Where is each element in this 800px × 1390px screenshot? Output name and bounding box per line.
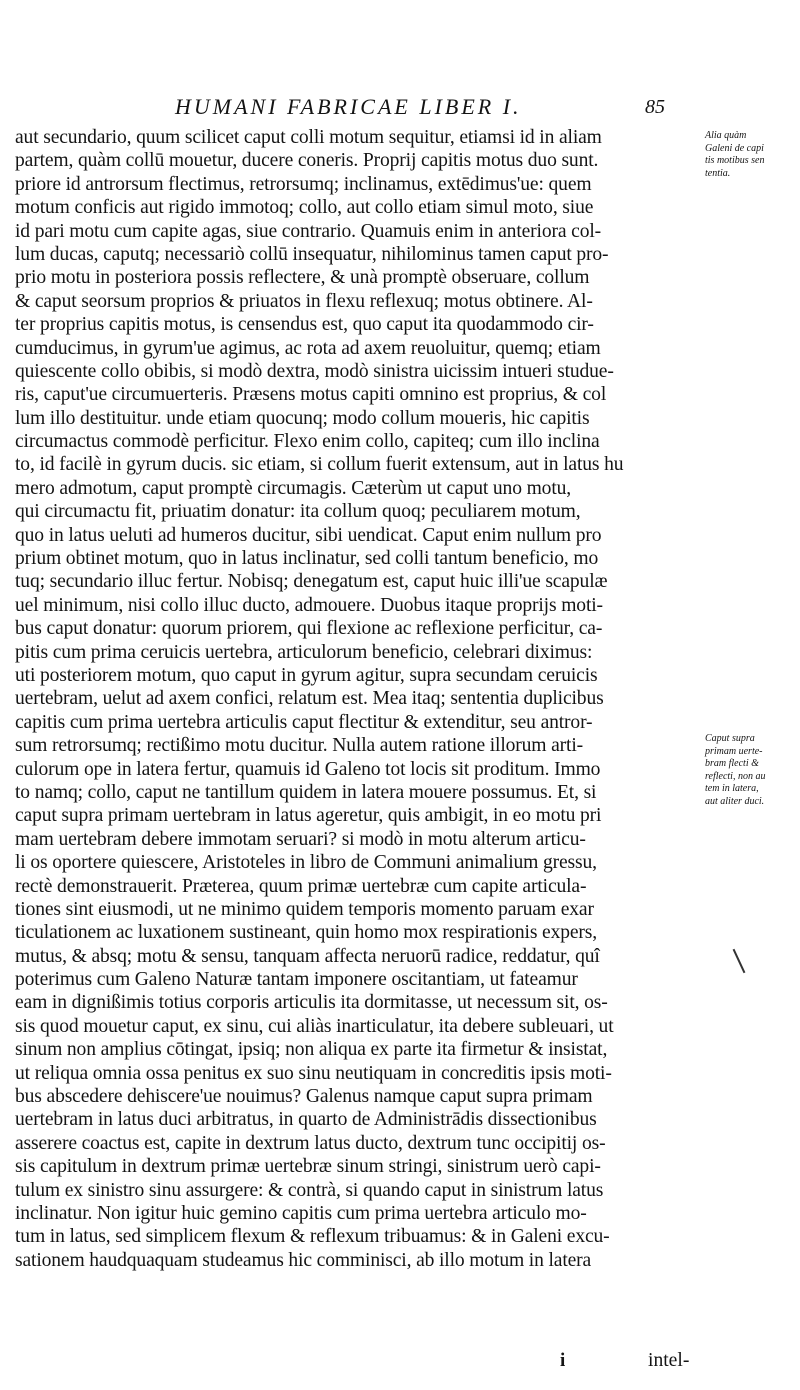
text-line: aut secundario, quum scilicet caput colli motum sequitur, etiamsi id in aliam	[15, 127, 602, 148]
text-line: li os oportere quiescere, Aristoteles in libro de Communi animalium gressu,	[15, 852, 597, 874]
text-line: uel minimum, nisi collo illuc ducto, admouere. Duobus itaque proprijs moti-	[15, 594, 603, 616]
text-line: capitis cum prima uertebra articulis caput flectitur & extenditur, seu antror-	[15, 711, 593, 733]
text-line: circumactus commodè perficitur. Flexo enim collo, capiteq; cum illo inclina	[15, 431, 600, 453]
text-line: cumducimus, in gyrum'ue agimus, ac rota ad axem reuoluitur, quemq; etiam	[15, 337, 601, 359]
text-line: inclinatur. Non igitur huic gemino capitis cum prima uertebra articulo mo-	[15, 1202, 587, 1224]
text-line: poterimus cum Galeno Naturæ tantam imponere oscitantiam, ut fateamur	[15, 969, 578, 991]
text-line: uertebram, uelut ad axem confici, relatum est. Mea itaq; sententia duplicibus	[15, 688, 604, 710]
page-number: 85	[645, 96, 665, 118]
text-line: id pari motu cum capite agas, siue contrario. Quamuis enim in anteriora col-	[15, 220, 602, 242]
text-line: mero admotum, caput promptè circumagis. Cæterùm ut caput uno motu,	[15, 477, 572, 499]
text-line: quiescente collo obibis, si modò dextra, modò sinistra uicissim intueri studue-	[15, 360, 614, 382]
text-line: uti posteriorem motum, quo caput in gyrum agitur, supra secundam ceruicis	[15, 664, 598, 686]
text-line: to namq; collo, caput ne tantillum quidem in latera mouere possumus. Et, si	[15, 781, 597, 803]
margin-note-line: Caput supra	[705, 733, 755, 744]
text-line: bus caput donatur: quorum priorem, qui flexione ac reflexione perficitur, ca-	[15, 618, 603, 640]
text-line: motum conficis aut rigido immotoq; collo, aut collo etiam simul moto, siue	[15, 197, 594, 219]
text-line: quo in latus ueluti ad humeros ducitur, sibi uendicat. Caput enim nullum pro	[15, 524, 602, 546]
text-line: prium obtinet motum, quo in latus inclinatur, sed colli tantum beneficio, mo	[15, 548, 599, 570]
page-header	[0, 94, 800, 122]
page-footer	[0, 1350, 800, 1376]
text-line: & caput seorsum proprios & priuatos in flexu reflexuq; motus obtinere. Al-	[15, 290, 593, 312]
text-line: tiones sint eiusmodi, ut ne minimo quidem temporis momento paruam exar	[15, 898, 594, 920]
stray-ink-mark	[733, 949, 746, 973]
text-line: bus abscedere dehiscere'ue nouimus? Galenus namque caput supra primam	[15, 1086, 593, 1108]
text-line: to, id facilè in gyrum ducis. sic etiam, si collum fuerit extensum, aut in latus hu	[15, 454, 624, 476]
text-line: prio motu in posteriora possis reflectere, & unà promptè obseruare, collum	[15, 267, 590, 289]
text-line: sum retrorsumq; rectißimo motu ducitur. Nulla autem ratione illorum arti-	[15, 735, 584, 757]
text-line: sis quod mouetur caput, ex sinu, cui aliàs inarticulatur, ita debere subleuari, ut	[15, 1015, 614, 1037]
running-head: HUMANI FABRICAE LIBER I.	[175, 94, 522, 119]
text-line: sis capitulum in dextrum primæ uertebræ sinum stringi, sinistrum uerò capi-	[15, 1156, 601, 1178]
text-line: asserere coactus est, capite in dextrum latus ducto, dextrum tunc occipitij os-	[15, 1132, 606, 1154]
text-line: pitis cum prima ceruicis uertebra, articulorum beneficio, celebrari diximus:	[15, 641, 593, 663]
text-line: eam in dignißimis totius corporis articulis ita dormitasse, ut necessum sit, os-	[15, 992, 608, 1014]
text-line: culorum ope in latera fertur, quamuis id Galeno tot locis sit proditum. Immo	[15, 758, 601, 780]
text-line: partem, quàm collū mouetur, ducere coneris. Proprij capitis motus duo sunt.	[15, 150, 599, 172]
margin-note-line: reflecti, non au	[705, 770, 766, 782]
text-line: ut reliqua omnia ossa penitus ex suo sinu neutiquam in concreditis ipsis moti-	[15, 1062, 612, 1084]
text-line: tum in latus, sed simplicem flexum & reflexum tribuamus: & in Galeni excu-	[15, 1226, 610, 1248]
text-line: ter proprius capitis motus, is censendus est, quo caput ita quodammodo cir-	[15, 314, 594, 336]
text-line: mutus, & absq; motu & sensu, tanquam affecta neruorū radice, reddatur, quî	[15, 945, 600, 967]
signature-mark: i	[560, 1350, 566, 1371]
text-line: lum ducas, caputq; necessariò collū insequatur, nihilominus tamen caput pro-	[15, 243, 609, 265]
text-line: sationem haudquaquam studeamus hic comminisci, ab illo motum in latera	[15, 1249, 592, 1271]
text-line: tuq; secundario illuc fertur. Nobisq; denegatum est, caput huic illi'ue scapulæ	[15, 571, 608, 593]
text-line: ticulationem ac luxationem sustineant, quin homo mox respirationis expers,	[15, 922, 598, 944]
margin-note-line: Alia quàm	[705, 130, 747, 141]
body-text	[15, 126, 715, 1272]
text-line: rectè demonstrauerit. Præterea, quum primæ uertebræ cum capite articula-	[15, 875, 587, 897]
margin-note-line: primam uerte-	[705, 745, 763, 757]
text-line: ris, caput'ue circumuerteris. Præsens motus capiti omnino est proprius, & col	[15, 384, 607, 406]
margin-note-line: tem in latera,	[705, 783, 759, 794]
text-line: tulum ex sinistro sinu assurgere: & contrà, si quando caput in sinistrum latus	[15, 1179, 604, 1201]
margin-note-line: bram flecti &	[705, 758, 759, 769]
margin-note-line: tis motibus sen	[705, 155, 765, 166]
text-line: lum illo destituitur. unde etiam quocunq; modo collum moueris, hic capitis	[15, 407, 590, 429]
text-line: priore id antrorsum flectimus, retrorsumq; inclinamus, extēdimus'ue: quem	[15, 173, 592, 195]
margin-note	[705, 733, 800, 808]
text-line: qui circumactu fit, priuatim donatur: ita collum quoq; peculiarem motum,	[15, 501, 581, 523]
margin-note-line: tentia.	[705, 167, 731, 179]
text-line: uertebram in latus duci arbitratus, in quarto de Administrādis dissectionibus	[15, 1109, 597, 1131]
margin-note-line: Galeni de capi	[705, 142, 764, 154]
text-line: caput supra primam uertebram in latus ageretur, quis ambigit, in eo motu pri	[15, 805, 602, 827]
margin-note	[705, 130, 800, 180]
catchword: intel-	[648, 1350, 690, 1371]
margin-note-line: aut aliter duci.	[705, 795, 765, 807]
text-line: sinum non amplius cōtingat, ipsiq; non aliqua ex parte ita firmetur & insistat,	[15, 1039, 608, 1061]
text-line: mam uertebram debere immotam seruari? si modò in motu alterum articu-	[15, 828, 586, 850]
